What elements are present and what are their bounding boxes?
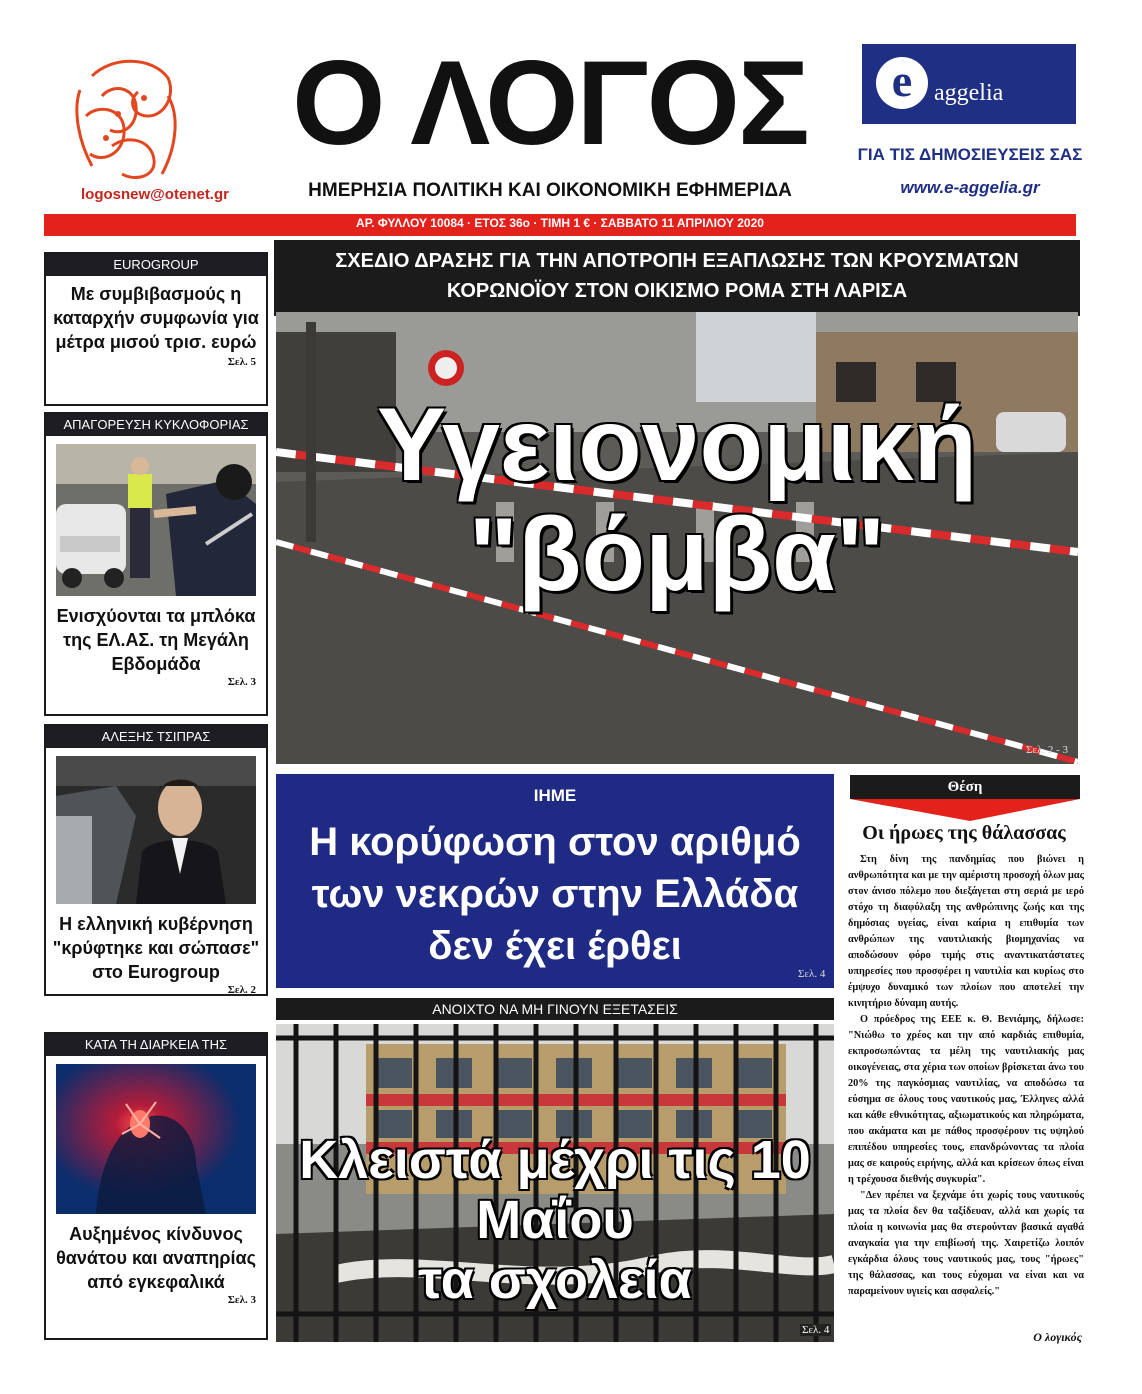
opinion-paragraph: Ο πρόεδρος της ΕΕΕ κ. Θ. Βενιάμης, δήλωσε: "Νιώθω το χρέος και την από καρδιάς επιθυμία, εκπροσωπώντας τα μέλη της ναυτιλιακής μας οικογένειας, στα χέρια των οποίων βρίσκεται άνω του 20% της παγκόσμιας ναυτιλίας, να αποδώσω τα εύσημα σε όλους τους ναυτικούς μας, Έλληνες αλλά και κάθε εθνικότητας, αξιωματικούς και πληρώματα, που ακάματα και με πάθος προσφέρουν τις υψηλού επιπέδου υπηρεσίες τους, επανδρώνοντας τα πλοία μας σε καιρούς ειρήνης, αλλά και κρίσεων όπως είναι η τρέχουσα διεθνής συγκυρία".	[848, 1014, 1084, 1185]
lead-page-ref: Σελ. 2 - 3	[1026, 744, 1069, 756]
opinion-signature: Ο λογικός	[1033, 1330, 1082, 1344]
story-headline	[276, 816, 834, 972]
story-headline-line1: Η κορύφωση στον αριθμό	[309, 820, 801, 864]
page-ref: Σελ. 2	[227, 984, 256, 996]
politician-photo	[56, 756, 256, 904]
e-aggelia-letter: e	[876, 57, 928, 109]
ad-url[interactable]: www.e-aggelia.gr	[900, 178, 1040, 197]
lead-banner-line2: ΚΟΡΩΝΟΪΟΥ ΣΤΟΝ ΟΙΚΙΣΜΟ ΡΟΜΑ ΣΤΗ ΛΑΡΙΣΑ	[446, 280, 908, 302]
lead-banner-line1: ΣΧΕΔΙΟ ΔΡΑΣΗΣ ΓΙΑ ΤΗΝ ΑΠΟΤΡΟΠΗ ΕΞΑΠΛΩΣΗΣ ΤΩΝ ΚΡΟΥΣΜΑΤΩΝ	[335, 250, 1019, 272]
sidebar-story-pandemic[interactable]	[44, 1032, 268, 1340]
section-label: ΑΛΕΞΗΣ ΤΣΙΠΡΑΣ	[46, 726, 266, 748]
section-label: EUROGROUP	[46, 254, 266, 276]
opinion-body	[848, 852, 1084, 1300]
story-headline: Η ελληνική κυβέρνηση "κρύφτηκε και σώπασε" στο Eurogroup	[52, 914, 260, 982]
lead-banner	[274, 240, 1080, 316]
sidebar-story-traffic[interactable]	[44, 412, 268, 716]
opinion-title: Οι ήρωες της θάλασσας	[862, 822, 1066, 844]
section-label: ΑΠΑΓΟΡΕΥΣΗ ΚΥΚΛΟΦΟΡΙΑΣ	[46, 414, 266, 436]
school-headline	[276, 1130, 834, 1310]
headache-illustration	[56, 1064, 256, 1214]
school-headline-line2: τα σχολεία	[418, 1250, 692, 1310]
page-ref: Σελ. 3	[227, 676, 256, 688]
opinion-red-band	[850, 799, 1080, 821]
email-address: logosnew@otenet.gr	[81, 186, 229, 203]
ihme-story[interactable]	[276, 774, 834, 988]
story-headline: Με συμβιβασμούς η καταρχήν συμφωνία για μέτρα μισού τρισ. ευρώ	[53, 284, 259, 352]
logo-faces-icon	[72, 56, 180, 184]
opinion-paragraph: Στη δίνη της πανδημίας που βιώνει η ανθρωπότητα και με την αμέριστη προσοχή όλων μας στον άνισο πόλεμο που διεξάγεται στη σεριά με ιερό στόχο τη διαφύλαξη της ανθρώπινης ζωής και της δημόσιας υγείας, είναι καίρια η επιθυμία των ανθρώπων της ναυτιλιακής βιομηχανίας να αποδώσουν φόρο τιμής στις αναντικατάστατες υπηρεσίες που προσφέρει η ναυτιλία και κυρίως στο έμψυχο δυναμικό των πλοίων που αποτελεί την κινητήριο δύναμη αυτής.	[848, 854, 1084, 1009]
issue-line: ΑΡ. ΦΥΛΛΟΥ 10084 · ΕΤΟΣ 36ο · ΤΙΜΗ 1 € · ΣΑΒΒΑΤΟ 11 ΑΠΡΙΛΙΟΥ 2020	[356, 216, 764, 230]
school-page-ref: Σελ. 4	[802, 1324, 830, 1336]
lead-headline	[276, 387, 1078, 613]
page-ref: Σελ. 5	[227, 356, 256, 368]
story-headline-line2: των νεκρών στην Ελλάδα	[311, 872, 799, 916]
page-ref: Σελ. 3	[227, 1294, 256, 1306]
section-label: ΚΑΤΑ ΤΗ ΔΙΑΡΚΕΙΑ ΤΗΣ	[46, 1034, 266, 1056]
ad-tagline: ΓΙΑ ΤΙΣ ΔΗΜΟΣΙΕΥΣΕΙΣ ΣΑΣ	[857, 145, 1083, 164]
school-headline-line1: Κλειστά μέχρι τις 10 Μαΐου	[299, 1130, 811, 1250]
opinion-label: Θέση	[850, 775, 1080, 799]
opinion-paragraph: "Δεν πρέπει να ξεχνάμε ότι χωρίς τους ναυτικούς μας τα πλοία δεν θα ταξίδευαν, αλλά και χωρίς τα πλοία η κοινωνία μας θα στερούνταν βασικά αγαθά αναγκαία για την επιβίωσή της. Χαιρετίζω λοιπόν εγκάρδια όλους τους ναυτικούς μας, τους "ήρωες" της θάλασσας, και τους εύχομαι να είναι και να παραμείνουν υγιείς και ασφαλείς."	[848, 1190, 1084, 1297]
lead-headline-line2: "βόμβα"	[468, 497, 886, 613]
school-banner: ΑΝΟΙΧΤΟ ΝΑ ΜΗ ΓΙΝΟΥΝ ΕΞΕΤΑΣΕΙΣ	[276, 998, 834, 1020]
sidebar-story-eurogroup[interactable]	[44, 252, 268, 406]
story-label: ΙΗΜΕ	[533, 786, 577, 805]
masthead-subtitle: ΗΜΕΡΗΣΙΑ ΠΟΛΙΤΙΚΗ ΚΑΙ ΟΙΚΟΝΟΜΙΚΗ ΕΦΗΜΕΡΙΔΑ	[308, 180, 792, 201]
story-headline: Αυξημένος κίνδυνος θανάτου και αναπηρίας από εγκεφαλικά	[56, 1224, 256, 1292]
lead-headline-line1: Υγειονομική	[376, 387, 978, 503]
story-headline-line3: δεν έχει έρθει	[428, 924, 682, 968]
sidebar-story-tsipras[interactable]	[44, 724, 268, 996]
police-checkpoint-photo	[56, 444, 256, 596]
masthead-title: Ο ΛΟΓΟΣ	[292, 36, 808, 170]
second-page-ref: Σελ. 4	[798, 968, 826, 980]
e-aggelia-word: aggelia	[934, 80, 1004, 106]
story-headline: Ενισχύονται τα μπλόκα της ΕΛ.ΑΣ. τη Μεγάλη Εβδομάδα	[56, 606, 256, 674]
